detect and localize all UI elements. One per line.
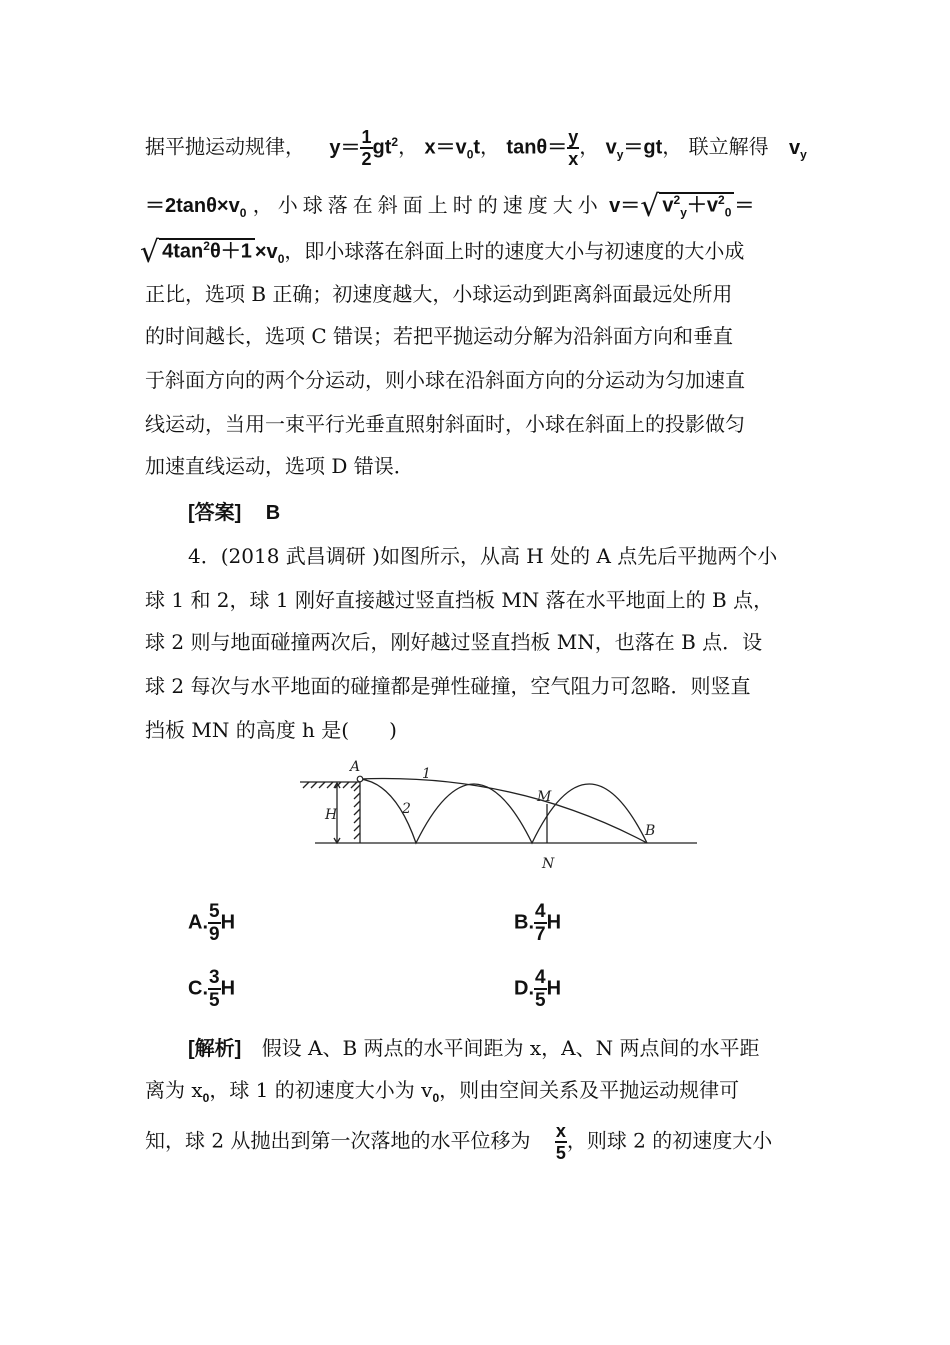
text-line-2 (145, 189, 755, 224)
text-segment: 知，球 2 从抛出到第一次落地的水平位移为 (145, 1128, 531, 1153)
text-line-8: 加速直线运动，选项 D 错误． (145, 454, 414, 478)
text-line-3 (140, 235, 745, 270)
label-1: 1 (422, 766, 431, 782)
answer-line (188, 502, 280, 523)
option-a[interactable]: A. $\frac{5}{9}$ H (188, 901, 236, 945)
subscript: y (800, 147, 807, 162)
answer-value: B (265, 502, 281, 524)
formula-times: ×v (254, 241, 278, 263)
exponent: 2 (391, 134, 399, 149)
formula-x: x＝v (424, 136, 467, 159)
analysis-tag: [解析] (188, 1038, 242, 1060)
text-line-1 (145, 128, 807, 168)
text-line-5: 的时间越长，选项 C 错误；若把平抛运动分解为沿斜面方向和垂直 (145, 324, 734, 348)
radical-sign: √ (140, 235, 160, 270)
separator: ， (662, 134, 683, 159)
option-b[interactable]: B. $\frac{4}{7}$ H (514, 901, 562, 945)
label-a: A (350, 759, 361, 775)
formula-v: v＝ (609, 195, 641, 217)
question-line-5: 挡板 MN 的高度 h 是( ) (145, 718, 397, 742)
projectile-diagram (295, 755, 705, 880)
option-d-fraction: $\frac{4}{5}$ (535, 967, 546, 1011)
option-c-fraction: $\frac{3}{5}$ (209, 967, 220, 1011)
label-n: N (542, 856, 555, 872)
text-line-4: 正比，选项 B 正确；初速度越大，小球运动到距离斜面最远处所用 (145, 282, 733, 306)
subscript: y (616, 147, 624, 162)
analysis-line-2 (145, 1080, 739, 1104)
option-a-fraction: $\frac{5}{9}$ (209, 901, 220, 945)
formula-vy-value: ＝2tanθ×v (145, 195, 240, 217)
text-line-6: 于斜面方向的两个分运动，则小球在沿斜面方向的分运动为匀加速直 (145, 368, 745, 392)
fraction-y-over-x: $\frac{y}{x}$ (568, 127, 579, 169)
subscript: 0 (432, 1091, 440, 1105)
question-line-1: 4．(2018 武昌调研 )如图所示，从高 H 处的 A 点先后平抛两个小 (188, 544, 778, 568)
text-segment: 离为 x (145, 1078, 203, 1102)
text-segment: 联立解得 (688, 134, 769, 159)
label-b: B (645, 823, 656, 839)
equals: ＝ (734, 195, 755, 217)
answer-tag: [答案] (188, 502, 242, 524)
separator: ， (480, 134, 501, 159)
point-a (357, 776, 363, 782)
subscript: 0 (277, 252, 285, 266)
text-segment: ，则由空间关系及平抛运动规律可 (439, 1078, 740, 1102)
formula-tan: tanθ＝ (506, 136, 568, 159)
option-c[interactable]: C. $\frac{3}{5}$ H (188, 967, 236, 1011)
question-line-2: 球 1 和 2，球 1 刚好直接越过竖直挡板 MN 落在水平地面上的 B 点， (145, 588, 774, 612)
radicand: $4\tan^2\theta+1$ (159, 238, 255, 262)
formula-gt: gt (372, 136, 392, 159)
text-segment: ，球 1 的初速度大小为 v (209, 1078, 433, 1102)
radical-sign: √ (640, 189, 660, 224)
option-b-fraction: $\frac{4}{7}$ (535, 901, 546, 945)
text-segment: 假设 A、B 两点的水平间距为 x，A、N 两点间的水平距 (261, 1036, 760, 1060)
text-segment: ，即小球落在斜面上时的速度大小与初速度的大小成 (284, 239, 745, 263)
formula-vy-end: v (789, 136, 801, 159)
subscript: 0 (239, 206, 247, 220)
radicand: $v^2_y+v^2_0$ (659, 192, 734, 219)
text-segment: ，则球 2 的初速度大小 (566, 1128, 773, 1153)
label-m: M (537, 789, 552, 805)
analysis-line-1 (188, 1038, 759, 1059)
text-segment: 据平抛运动规律， (145, 134, 305, 159)
separator: ， (398, 134, 419, 159)
fraction-x-over-5: $\frac{x}{5}$ (555, 1121, 566, 1163)
fraction-half: $\frac{1}{2}$ (361, 127, 372, 169)
analysis-line-3 (145, 1122, 772, 1162)
subscript: 0 (202, 1091, 210, 1105)
formula-t: t (473, 136, 481, 159)
formula-y: y＝ (329, 136, 361, 159)
text-segment: ，小球落在斜面上时的速度大小 (252, 193, 603, 217)
label-h: H (325, 807, 338, 823)
formula-gt2: ＝gt (623, 136, 663, 159)
text-line-7: 线运动，当用一束平行光垂直照射斜面时，小球在斜面上的投影做匀 (145, 412, 745, 436)
option-d[interactable]: D. $\frac{4}{5}$ H (514, 967, 562, 1011)
question-line-3: 球 2 则与地面碰撞两次后，刚好越过竖直挡板 MN，也落在 B 点．设 (145, 630, 763, 654)
subscript: 0 (466, 147, 474, 162)
label-2: 2 (402, 801, 411, 817)
separator: ， (579, 134, 600, 159)
formula-vy: v (605, 136, 617, 159)
question-line-4: 球 2 每次与水平地面的碰撞都是弹性碰撞，空气阻力可忽略．则竖直 (145, 674, 751, 698)
